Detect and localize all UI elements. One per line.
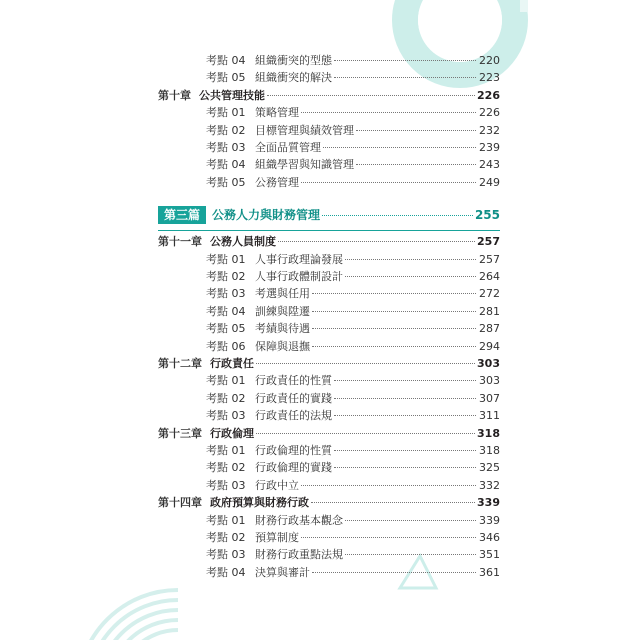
entry-title: 人事行政體制設計 [255,270,343,283]
entry-number: 考點 02 [206,531,246,544]
entry-number: 考點 01 [206,106,246,120]
entry-number: 考點 01 [206,374,246,388]
dot-leader [278,241,475,242]
entry-number: 考點 02 [206,123,246,137]
toc-part-entry [158,206,500,224]
entry-title: 財務行政重點法規 [255,548,343,562]
entry-title: 行政倫理的實踐 [255,461,332,475]
toc-chapter-entry [158,495,500,511]
entry-number: 考點 02 [206,391,246,405]
toc-point-entry [206,565,500,581]
dot-leader [356,164,476,165]
entry-page-number: 318 [479,444,500,457]
toc-point-entry [206,408,500,424]
toc-point-entry [206,175,500,191]
toc-point-entry [206,252,500,268]
toc-point-entry [206,140,500,156]
entry-number: 第十一章 [158,235,202,249]
entry-page-number: 249 [479,175,500,189]
entry-page-number: 239 [479,141,500,154]
entry-title: 行政責任的性質 [255,374,332,388]
dot-leader [312,311,476,312]
toc-point-entry [206,53,500,69]
entry-title: 目標管理與績效管理 [255,123,354,137]
entry-number: 第十四章 [158,496,202,510]
dot-leader [334,398,476,399]
entry-title: 政府預算與財務行政 [210,496,309,510]
entry-title: 行政倫理的性質 [255,444,332,457]
entry-number: 考點 03 [206,287,246,301]
entry-title: 保障與退撫 [255,339,310,353]
entry-page-number: 339 [477,496,500,510]
entry-page-number: 243 [479,158,500,172]
entry-number: 考點 04 [206,304,246,318]
toc-point-entry [206,157,500,173]
entry-title: 策略管理 [255,106,299,120]
dot-leader [301,485,476,486]
entry-number: 考點 03 [206,141,246,154]
entry-page-number: 264 [479,270,500,283]
toc-point-entry [206,339,500,355]
toc-point-entry [206,391,500,407]
entry-page-number: 346 [479,531,500,544]
dot-leader [256,363,475,364]
entry-page-number: 226 [479,106,500,120]
entry-page-number: 307 [479,391,500,405]
entry-title: 全面品質管理 [255,141,321,154]
toc-point-entry [206,547,500,563]
entry-title: 考績與待遇 [255,322,310,336]
entry-number: 考點 01 [206,444,246,457]
entry-title: 行政責任的法規 [255,409,332,423]
entry-page-number: 257 [477,235,500,249]
dot-leader [334,380,476,381]
entry-page-number: 294 [479,339,500,353]
entry-title: 行政責任 [210,357,254,370]
dot-leader [334,77,476,78]
entry-title: 公務人力與財務管理 [212,208,321,223]
entry-title: 預算制度 [255,531,299,544]
dot-leader [301,537,476,538]
toc-chapter-entry [158,234,500,250]
entry-page-number: 332 [479,478,500,492]
entry-title: 決算與審計 [255,565,310,579]
entry-page-number: 325 [479,461,500,475]
entry-page-number: 311 [479,409,500,423]
dot-leader [356,130,476,131]
entry-page-number: 226 [477,88,500,102]
entry-page-number: 257 [479,252,500,266]
entry-title: 組織學習與知識管理 [255,158,354,172]
entry-title: 公共管理技能 [199,88,265,102]
entry-page-number: 220 [479,54,500,67]
entry-page-number: 281 [479,304,500,318]
entry-number: 考點 03 [206,548,246,562]
entry-number: 考點 06 [206,339,246,353]
dot-leader [345,520,476,521]
dot-leader [256,433,475,434]
entry-title: 行政中立 [255,478,299,492]
dot-leader [312,346,476,347]
dot-leader [334,60,476,61]
dot-leader [345,554,476,555]
toc-point-entry [206,373,500,389]
toc-point-entry [206,321,500,337]
dot-leader [322,215,473,216]
entry-title: 財務行政基本觀念 [255,513,343,527]
entry-page-number: 255 [474,208,500,223]
part-badge: 第三篇 [158,206,206,224]
entry-page-number: 272 [479,287,500,301]
toc-point-entry [206,304,500,320]
dot-leader [311,502,475,503]
entry-number: 第十三章 [158,426,202,440]
entry-page-number: 303 [477,357,500,370]
entry-number: 考點 03 [206,478,246,492]
dot-leader [312,572,476,573]
dot-leader [312,328,476,329]
entry-number: 考點 01 [206,513,246,527]
toc-point-entry [206,123,500,139]
entry-title: 行政倫理 [210,426,254,440]
entry-page-number: 339 [479,513,500,527]
toc-point-entry [206,530,500,546]
toc-chapter-entry [158,426,500,442]
entry-page-number: 223 [479,71,500,85]
dot-leader [301,112,476,113]
entry-title: 考選與任用 [255,287,310,301]
entry-title: 人事行政理論發展 [255,252,343,266]
toc-point-entry [206,478,500,494]
toc-point-entry [206,460,500,476]
toc-chapter-entry [158,88,500,104]
entry-page-number: 351 [479,548,500,562]
entry-number: 第十二章 [158,357,202,370]
dot-leader [301,182,476,183]
dot-leader [312,293,476,294]
entry-title: 公務人員制度 [210,235,276,249]
toc-point-entry [206,105,500,121]
entry-page-number: 318 [477,426,500,440]
entry-title: 組織衝突的型態 [255,54,332,67]
entry-number: 考點 05 [206,71,246,85]
entry-number: 第十章 [158,88,191,102]
dot-leader [345,259,476,260]
entry-number: 考點 01 [206,252,246,266]
entry-title: 組織衝突的解決 [255,71,332,85]
entry-page-number: 232 [479,123,500,137]
entry-title: 訓練與陞遷 [255,304,310,318]
entry-number: 考點 04 [206,158,246,172]
dot-leader [334,450,476,451]
entry-number: 考點 04 [206,54,246,67]
dot-leader [345,276,476,277]
entry-number: 考點 05 [206,322,246,336]
dot-leader [334,467,476,468]
entry-title: 行政責任的實踐 [255,391,332,405]
entry-number: 考點 03 [206,409,246,423]
toc-point-entry [206,286,500,302]
dot-leader [323,147,476,148]
toc-point-entry [206,269,500,285]
entry-page-number: 361 [479,565,500,579]
toc-point-entry [206,513,500,529]
entry-number: 考點 04 [206,565,246,579]
toc-point-entry [206,70,500,86]
toc-point-entry [206,443,500,459]
entry-title: 公務管理 [255,175,299,189]
entry-number: 考點 02 [206,270,246,283]
entry-page-number: 303 [479,374,500,388]
entry-number: 考點 05 [206,175,246,189]
dot-leader [334,415,476,416]
dot-leader [267,95,475,96]
entry-number: 考點 02 [206,461,246,475]
toc-chapter-entry [158,356,500,372]
entry-page-number: 287 [479,322,500,336]
